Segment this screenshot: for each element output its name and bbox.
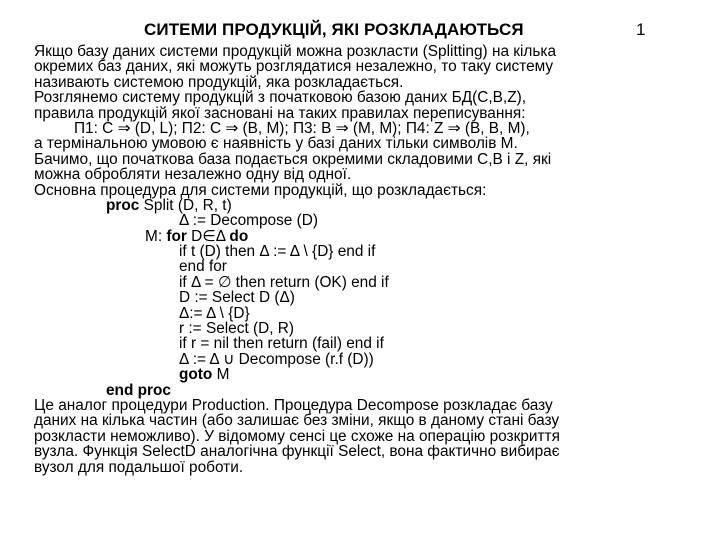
code-line: D := Select D (Δ) xyxy=(179,289,295,307)
code-goto-line xyxy=(34,367,704,382)
keyword-goto: goto xyxy=(179,366,213,384)
rewrite-rules-line: П1: C ⇒ (D, L); П2: C ⇒ (B, M); П3: B ⇒ (M, M); П4: Z ⇒ (B, B, M), xyxy=(74,119,530,137)
code-line: Δ := Decompose (D) xyxy=(179,212,319,230)
code-line: r := Select (D, R) xyxy=(179,320,295,338)
outro-line: вузол для подальшої роботи. xyxy=(34,458,244,476)
code-for-line xyxy=(34,229,704,244)
code-proc-line xyxy=(34,198,704,213)
slide-body xyxy=(34,44,704,475)
outro-line: вузла. Функція SelectD аналогічна функції Select, вона фактично вибирає xyxy=(34,443,560,461)
keyword-proc: proc xyxy=(106,196,140,214)
code-end-proc-line xyxy=(34,383,704,398)
intro-line: Розглянемо систему продукцій з початковою базою даних БД(C,B,Z), xyxy=(34,89,527,107)
code-line: Δ:= Δ \ {D} xyxy=(179,304,250,322)
goto-target: M xyxy=(212,366,230,384)
intro-line: правила продукцій якої засновані на таких правилах переписування: xyxy=(34,104,526,122)
intro-line: окремих баз даних, які можуть розглядатися незалежно, то таку систему xyxy=(34,58,554,76)
slide-number: 1 xyxy=(636,20,646,39)
for-expression: D∈Δ xyxy=(186,227,230,245)
intro-line: Якщо базу даних системи продукцій можна розкласти (Splitting) на кілька xyxy=(34,43,557,60)
code-line: if r = nil then return (fail) end if xyxy=(179,335,384,353)
paragraph-line: а термінальною умовою є наявність у базі даних тільки символів М. xyxy=(34,135,518,153)
keyword-end-proc: end proc xyxy=(106,381,171,399)
intro-line: називають системою продукцій, яка розкладається. xyxy=(34,73,404,91)
outro-line: даних на кілька частин (або залишає без зміни, якщо в даному стані базу xyxy=(34,412,560,430)
code-line: end for xyxy=(179,258,227,276)
paragraph-line: Бачимо, що початкова база подається окремими складовими C,B і Z, які xyxy=(34,150,552,168)
code-line: if t (D) then Δ := Δ \ {D} end if xyxy=(179,243,376,261)
outro-line: розкласти неможливо). У відомому сенсі це схоже на операцію розкриття xyxy=(34,427,560,445)
proc-signature: Split (D, R, t) xyxy=(139,196,232,214)
keyword-for: for xyxy=(166,227,187,245)
paragraph-line: можна обробляти незалежно одну від одної. xyxy=(34,166,352,184)
keyword-do: do xyxy=(229,227,249,245)
outro-line: Це аналог процедури Production. Процедура Decompose розкладає базу xyxy=(34,396,553,414)
paragraph-line: Основна процедура для системи продукцій, що розкладається: xyxy=(34,181,487,199)
slide-title: СИТЕМИ ПРОДУКЦІЙ, ЯКІ РОЗКЛАДАЮТЬСЯ xyxy=(144,20,524,39)
label-m: M: xyxy=(145,227,167,245)
code-line: Δ := Δ ∪ Decompose (r.f (D)) xyxy=(179,350,374,368)
code-line: if Δ = ∅ then return (OK) end if xyxy=(179,273,389,291)
